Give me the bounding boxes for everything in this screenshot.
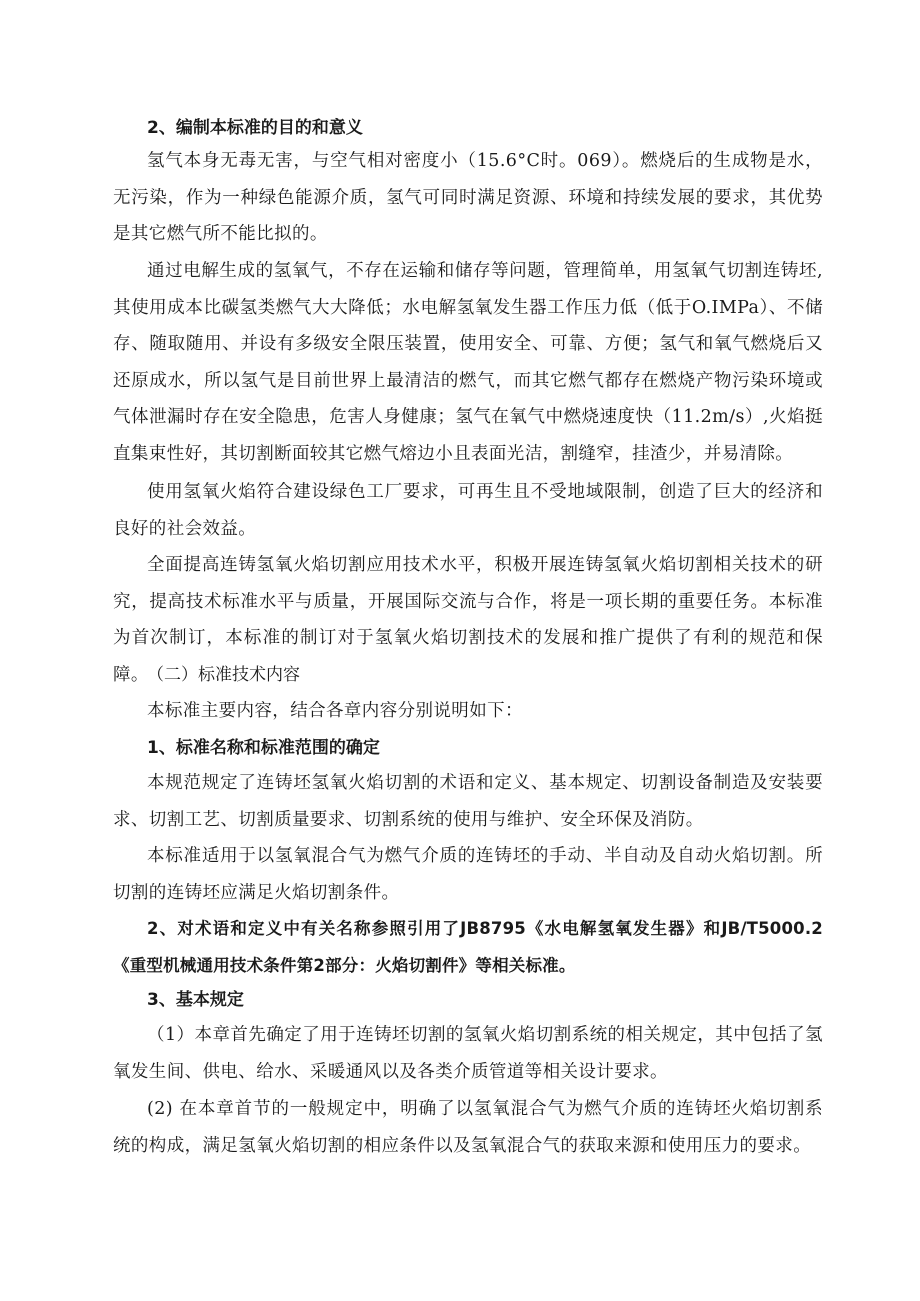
subsection-heading-technical-content: （二）标准技术内容 — [147, 665, 300, 685]
paragraph-referenced-standards: 2、对术语和定义中有关名称参照引用了JB8795《水电解氢氧发生器》和JB/T5000.2《重型机械通用技术条件第2部分：火焰切割件》等相关标准。 — [113, 919, 823, 975]
item-heading-basic-provisions: 3、基本规定 — [147, 990, 244, 1010]
item-heading-name-scope: 1、标准名称和标准范围的确定 — [147, 738, 380, 758]
paragraph-electrolysis-advantages: 通过电解生成的氢氧气，不存在运输和储存等问题，管理简单，用氢氧气切割连铸坯,其使用成本比碳氢类燃气大大降低；水电解氢氧发生器工作压力低（低于O.IMPa）、不储存、随取随用、并设有多级安全限压装置，使用安全、可靠、方便；氢气和氧气燃烧后又还原成水，所以氢气是目前世界上最清洁的燃气，而其它燃气都存在燃烧产物污染环境或气体泄漏时存在安全隐患，危害人身健康；氢气在氧气中燃烧速度快（11.2m∕s）,火焰挺直集束性好，其切割断面较其它燃气熔边小且表面光洁，割缝窄，挂渣少，并易清除。 — [113, 261, 823, 464]
paragraph-scope-definition: 本规范规定了连铸坯氢氧火焰切割的术语和定义、基本规定、切割设备制造及安装要求、切割工艺、切割质量要求、切割系统的使用与维护、安全环保及消防。 — [113, 773, 823, 830]
paragraph-green-factory: 使用氢氧火焰符合建设绿色工厂要求，可再生且不受地域限制，创造了巨大的经济和良好的社会效益。 — [113, 482, 823, 539]
paragraph-main-content-intro: 本标准主要内容，结合各章内容分别说明如下： — [147, 701, 523, 721]
paragraph-technical-level: 全面提高连铸氢氧火焰切割应用技术水平，积极开展连铸氢氧火焰切割相关技术的研究，提高技术标准水平与质量，开展国际交流与合作，将是一项长期的重要任务。本标准为首次制订，本标准的制订对于氢氧火焰切割技术的发展和推广提供了有利的规范和保障。 — [113, 555, 823, 685]
section-heading-purpose: 2、编制本标准的目的和意义 — [147, 118, 363, 138]
paragraph-provision-2: (2) 在本章首节的一般规定中，明确了以氢氧混合气为燃气介质的连铸坯火焰切割系统的构成，满足氢氧火焰切割的相应条件以及氢氧混合气的获取来源和使用压力的要求。 — [113, 1099, 823, 1156]
paragraph-applicability: 本标准适用于以氢氧混合气为燃气介质的连铸坯的手动、半自动及自动火焰切割。所切割的连铸坯应满足火焰切割条件。 — [113, 846, 823, 903]
paragraph-hydrogen-properties: 氢气本身无毒无害，与空气相对密度小（15.6°C时。069）。燃烧后的生成物是水，无污染，作为一种绿色能源介质，氢气可同时满足资源、环境和持续发展的要求，其优势是其它燃气所不能比拟的。 — [113, 151, 823, 244]
paragraph-provision-1: （1）本章首先确定了用于连铸坯切割的氢氧火焰切割系统的相关规定，其中包括了氢氧发生间、供电、给水、采暖通风以及各类介质管道等相关设计要求。 — [113, 1025, 823, 1082]
